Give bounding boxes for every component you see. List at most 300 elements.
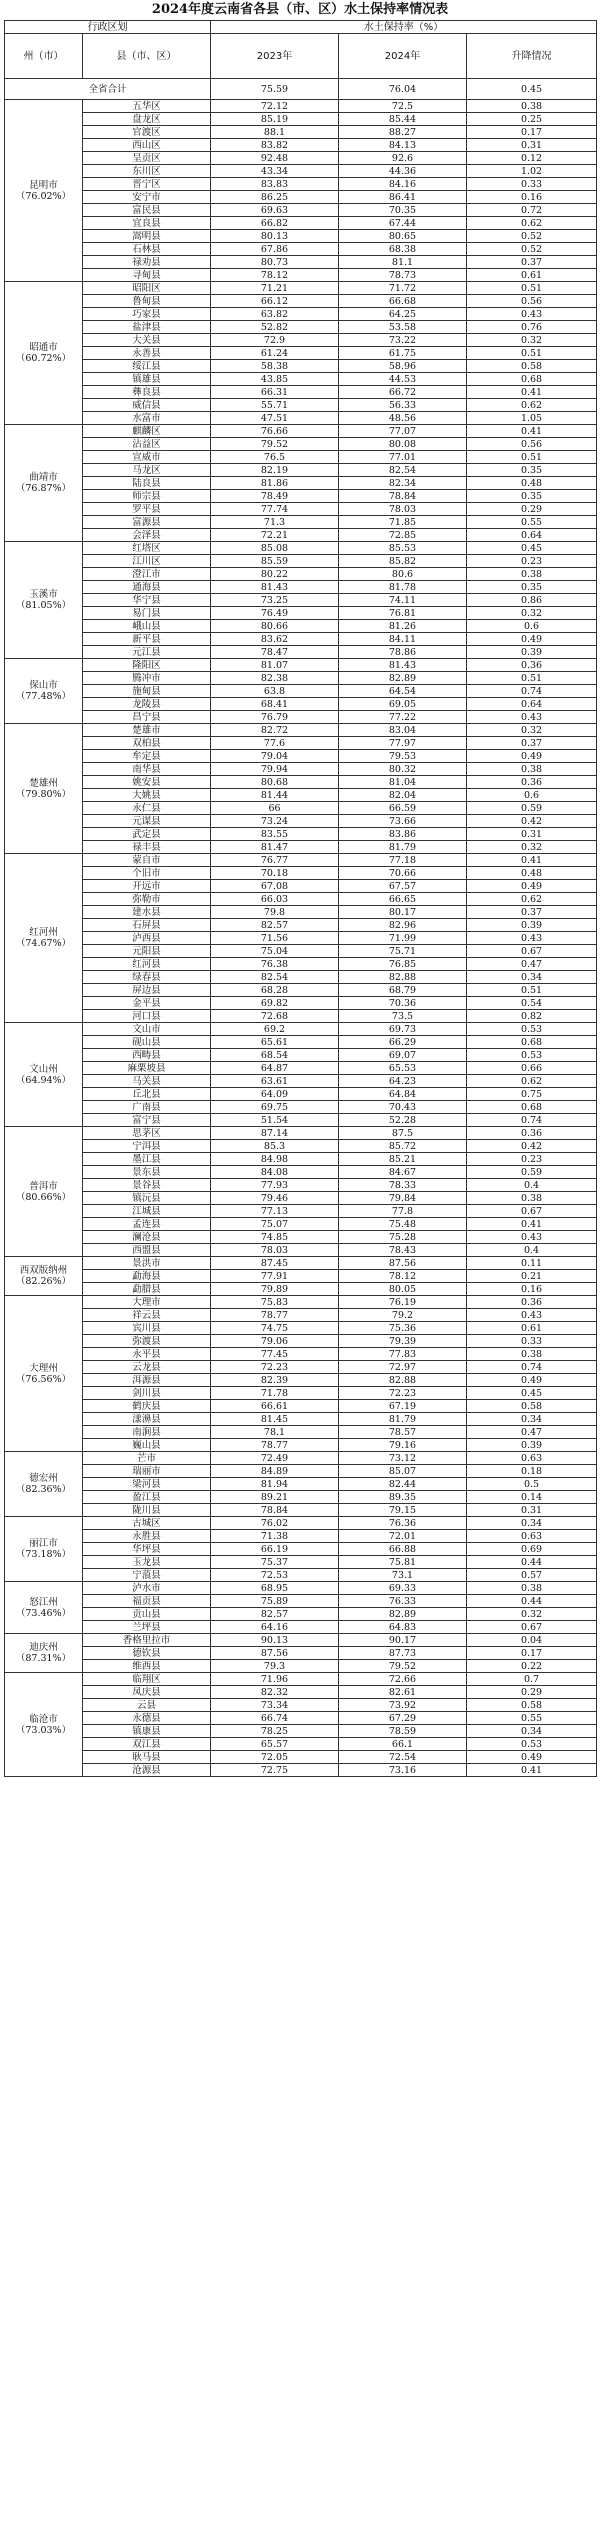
rate-2024: 85.21 xyxy=(339,1153,467,1166)
rate-2023: 79.94 xyxy=(211,763,339,776)
rate-2024: 64.25 xyxy=(339,308,467,321)
county-name: 安宁市 xyxy=(83,191,211,204)
rate-change: 0.32 xyxy=(467,607,597,620)
rate-2023: 43.34 xyxy=(211,165,339,178)
county-name: 鹤庆县 xyxy=(83,1400,211,1413)
rate-2024: 82.96 xyxy=(339,919,467,932)
county-name: 华宁县 xyxy=(83,594,211,607)
rate-change: 0.51 xyxy=(467,984,597,997)
rate-change: 0.49 xyxy=(467,880,597,893)
rate-2023: 63.61 xyxy=(211,1075,339,1088)
county-name: 云县 xyxy=(83,1699,211,1712)
county-row xyxy=(5,1595,597,1608)
rate-2024: 69.73 xyxy=(339,1023,467,1036)
county-name: 弥勒市 xyxy=(83,893,211,906)
rate-2024: 80.6 xyxy=(339,568,467,581)
rate-2023: 65.57 xyxy=(211,1738,339,1751)
county-name: 富源县 xyxy=(83,516,211,529)
county-row xyxy=(5,516,597,529)
county-name: 云龙县 xyxy=(83,1361,211,1374)
county-name: 永仁县 xyxy=(83,802,211,815)
rate-change: 0.74 xyxy=(467,1114,597,1127)
county-name: 祥云县 xyxy=(83,1309,211,1322)
header-county: 县（市、区） xyxy=(83,34,211,79)
rate-2023: 71.96 xyxy=(211,1673,339,1686)
rate-2023: 61.24 xyxy=(211,347,339,360)
county-name: 易门县 xyxy=(83,607,211,620)
rate-2023: 72.05 xyxy=(211,1751,339,1764)
rate-2023: 85.19 xyxy=(211,113,339,126)
county-name: 马龙区 xyxy=(83,464,211,477)
prefecture-cell xyxy=(5,659,83,724)
rate-2024: 82.54 xyxy=(339,464,467,477)
rate-2023: 70.18 xyxy=(211,867,339,880)
county-name: 弥渡县 xyxy=(83,1335,211,1348)
rate-2023: 79.52 xyxy=(211,438,339,451)
county-row xyxy=(5,139,597,152)
rate-2023: 73.24 xyxy=(211,815,339,828)
rate-2024: 58.96 xyxy=(339,360,467,373)
prefecture-cell xyxy=(5,724,83,854)
county-row xyxy=(5,1465,597,1478)
county-row xyxy=(5,594,597,607)
county-name: 沾益区 xyxy=(83,438,211,451)
county-name: 建水县 xyxy=(83,906,211,919)
county-name: 巧家县 xyxy=(83,308,211,321)
county-row xyxy=(5,321,597,334)
rate-2023: 79.8 xyxy=(211,906,339,919)
rate-2023: 66.19 xyxy=(211,1543,339,1556)
county-name: 盘龙区 xyxy=(83,113,211,126)
rate-change: 0.5 xyxy=(467,1478,597,1491)
rate-change: 0.39 xyxy=(467,646,597,659)
county-row xyxy=(5,1556,597,1569)
rate-2024: 78.73 xyxy=(339,269,467,282)
county-name: 凤庆县 xyxy=(83,1686,211,1699)
rate-2024: 84.16 xyxy=(339,178,467,191)
rate-change: 0.53 xyxy=(467,1049,597,1062)
rate-2024: 75.48 xyxy=(339,1218,467,1231)
rate-2024: 85.44 xyxy=(339,113,467,126)
prefecture-name: 保山市 xyxy=(29,680,58,691)
rate-change: 0.31 xyxy=(467,139,597,152)
rate-2023: 82.39 xyxy=(211,1374,339,1387)
rate-change: 0.39 xyxy=(467,1439,597,1452)
rate-change: 0.41 xyxy=(467,386,597,399)
rate-change: 0.66 xyxy=(467,1062,597,1075)
county-name: 元阳县 xyxy=(83,945,211,958)
county-name: 罗平县 xyxy=(83,503,211,516)
rate-2024: 80.17 xyxy=(339,906,467,919)
rate-change: 0.72 xyxy=(467,204,597,217)
rate-change: 0.59 xyxy=(467,802,597,815)
prefecture-cell xyxy=(5,100,83,282)
rate-2023: 64.16 xyxy=(211,1621,339,1634)
rate-2023: 87.56 xyxy=(211,1647,339,1660)
rate-change: 0.86 xyxy=(467,594,597,607)
rate-2023: 66.03 xyxy=(211,893,339,906)
county-row xyxy=(5,1530,597,1543)
rate-2023: 83.62 xyxy=(211,633,339,646)
county-row xyxy=(5,113,597,126)
rate-change: 0.48 xyxy=(467,867,597,880)
prefecture-rate: （76.02%） xyxy=(15,190,72,202)
rate-change: 0.23 xyxy=(467,555,597,568)
county-name: 彝良县 xyxy=(83,386,211,399)
rate-2023: 90.13 xyxy=(211,1634,339,1647)
prefecture-rate: （76.87%） xyxy=(15,483,72,494)
prefecture-cell xyxy=(5,1517,83,1582)
rate-2023: 87.45 xyxy=(211,1257,339,1270)
rate-change: 0.37 xyxy=(467,256,597,269)
county-name: 砚山县 xyxy=(83,1036,211,1049)
prefecture-cell xyxy=(5,1257,83,1296)
county-row xyxy=(5,1673,597,1686)
rate-2024: 85.72 xyxy=(339,1140,467,1153)
rate-change: 0.58 xyxy=(467,1400,597,1413)
county-row xyxy=(5,1504,597,1517)
rate-change: 0.49 xyxy=(467,1751,597,1764)
rate-2023: 80.66 xyxy=(211,620,339,633)
rate-2023: 84.98 xyxy=(211,1153,339,1166)
county-row xyxy=(5,399,597,412)
county-name: 宜良县 xyxy=(83,217,211,230)
county-name: 红河县 xyxy=(83,958,211,971)
rate-change: 0.21 xyxy=(467,1270,597,1283)
rate-2023: 78.49 xyxy=(211,490,339,503)
county-row xyxy=(5,1283,597,1296)
county-row xyxy=(5,386,597,399)
county-name: 澜沧县 xyxy=(83,1231,211,1244)
prefecture-cell xyxy=(5,425,83,542)
county-name: 勐腊县 xyxy=(83,1283,211,1296)
county-name: 南涧县 xyxy=(83,1426,211,1439)
rate-2023: 80.13 xyxy=(211,230,339,243)
rate-2024: 74.11 xyxy=(339,594,467,607)
rate-change: 0.32 xyxy=(467,1608,597,1621)
county-row xyxy=(5,841,597,854)
rate-2023: 85.59 xyxy=(211,555,339,568)
rate-2023: 72.53 xyxy=(211,1569,339,1582)
county-row xyxy=(5,1192,597,1205)
county-name: 武定县 xyxy=(83,828,211,841)
rate-2023: 79.89 xyxy=(211,1283,339,1296)
rate-2024: 72.97 xyxy=(339,1361,467,1374)
county-name: 香格里拉市 xyxy=(83,1634,211,1647)
rate-2024: 76.81 xyxy=(339,607,467,620)
county-name: 昭阳区 xyxy=(83,282,211,295)
rate-2023: 66.31 xyxy=(211,386,339,399)
county-name: 大理市 xyxy=(83,1296,211,1309)
rate-2023: 72.49 xyxy=(211,1452,339,1465)
rate-2023: 68.95 xyxy=(211,1582,339,1595)
prefecture-rate: （73.03%） xyxy=(15,1724,72,1736)
county-row xyxy=(5,230,597,243)
rate-change: 0.6 xyxy=(467,620,597,633)
rate-change: 0.51 xyxy=(467,347,597,360)
rate-2024: 67.57 xyxy=(339,880,467,893)
county-row xyxy=(5,997,597,1010)
county-row xyxy=(5,763,597,776)
county-row xyxy=(5,542,597,555)
prefecture-rate: （76.56%） xyxy=(15,1373,72,1385)
rate-2024: 79.2 xyxy=(339,1309,467,1322)
county-row xyxy=(5,1582,597,1595)
county-row xyxy=(5,1088,597,1101)
county-name: 华坪县 xyxy=(83,1543,211,1556)
rate-change: 0.33 xyxy=(467,1335,597,1348)
rate-2024: 87.5 xyxy=(339,1127,467,1140)
rate-change: 0.38 xyxy=(467,1348,597,1361)
rate-2024: 78.59 xyxy=(339,1725,467,1738)
county-row xyxy=(5,438,597,451)
county-name: 思茅区 xyxy=(83,1127,211,1140)
rate-2024: 79.53 xyxy=(339,750,467,763)
county-row xyxy=(5,347,597,360)
rate-2023: 74.75 xyxy=(211,1322,339,1335)
rate-2024: 44.36 xyxy=(339,165,467,178)
county-name: 宁洱县 xyxy=(83,1140,211,1153)
county-row xyxy=(5,1738,597,1751)
county-name: 镇沅县 xyxy=(83,1192,211,1205)
county-row xyxy=(5,737,597,750)
rate-2023: 85.3 xyxy=(211,1140,339,1153)
rate-change: 0.67 xyxy=(467,1205,597,1218)
county-row xyxy=(5,1101,597,1114)
rate-2023: 73.34 xyxy=(211,1699,339,1712)
county-row xyxy=(5,1699,597,1712)
county-row xyxy=(5,126,597,139)
rate-2023: 58.38 xyxy=(211,360,339,373)
rate-2024: 87.73 xyxy=(339,1647,467,1660)
rate-change: 0.32 xyxy=(467,334,597,347)
total-row xyxy=(5,79,597,100)
county-row xyxy=(5,1478,597,1491)
county-row xyxy=(5,1153,597,1166)
county-row xyxy=(5,971,597,984)
county-name: 宣威市 xyxy=(83,451,211,464)
county-name: 禄劝县 xyxy=(83,256,211,269)
rate-change: 0.41 xyxy=(467,854,597,867)
county-row xyxy=(5,932,597,945)
county-row xyxy=(5,802,597,815)
rate-change: 0.68 xyxy=(467,1036,597,1049)
rate-2024: 82.88 xyxy=(339,971,467,984)
county-row xyxy=(5,1634,597,1647)
rate-2024: 66.29 xyxy=(339,1036,467,1049)
rate-change: 0.29 xyxy=(467,503,597,516)
county-row xyxy=(5,750,597,763)
county-row xyxy=(5,1361,597,1374)
county-row xyxy=(5,867,597,880)
rate-2023: 80.73 xyxy=(211,256,339,269)
rate-2024: 81.1 xyxy=(339,256,467,269)
rate-2023: 80.68 xyxy=(211,776,339,789)
county-name: 隆阳区 xyxy=(83,659,211,672)
rate-change: 0.38 xyxy=(467,1582,597,1595)
rate-2023: 66.74 xyxy=(211,1712,339,1725)
rate-change: 0.64 xyxy=(467,698,597,711)
rate-change: 0.04 xyxy=(467,1634,597,1647)
county-name: 双江县 xyxy=(83,1738,211,1751)
rate-change: 0.74 xyxy=(467,685,597,698)
county-name: 嵩明县 xyxy=(83,230,211,243)
county-row xyxy=(5,451,597,464)
county-row xyxy=(5,1296,597,1309)
rate-2024: 69.07 xyxy=(339,1049,467,1062)
rate-change: 0.18 xyxy=(467,1465,597,1478)
county-name: 楚雄市 xyxy=(83,724,211,737)
rate-2023: 78.25 xyxy=(211,1725,339,1738)
county-row xyxy=(5,1413,597,1426)
county-name: 耿马县 xyxy=(83,1751,211,1764)
rate-change: 0.67 xyxy=(467,1621,597,1634)
county-row xyxy=(5,1335,597,1348)
rate-change: 0.31 xyxy=(467,1504,597,1517)
rate-2024: 73.12 xyxy=(339,1452,467,1465)
rate-change: 0.51 xyxy=(467,451,597,464)
rate-change: 1.02 xyxy=(467,165,597,178)
rate-change: 0.39 xyxy=(467,919,597,932)
rate-2023: 68.54 xyxy=(211,1049,339,1062)
rate-2024: 71.85 xyxy=(339,516,467,529)
rate-2024: 75.28 xyxy=(339,1231,467,1244)
rate-2023: 63.8 xyxy=(211,685,339,698)
rate-2024: 84.13 xyxy=(339,139,467,152)
county-row xyxy=(5,334,597,347)
rate-2023: 76.79 xyxy=(211,711,339,724)
prefecture-rate: （80.66%） xyxy=(15,1191,72,1203)
county-row xyxy=(5,1426,597,1439)
rate-2024: 80.65 xyxy=(339,230,467,243)
rate-2023: 77.74 xyxy=(211,503,339,516)
county-name: 寻甸县 xyxy=(83,269,211,282)
rate-change: 0.69 xyxy=(467,1543,597,1556)
rate-2024: 82.61 xyxy=(339,1686,467,1699)
rate-change: 0.56 xyxy=(467,438,597,451)
county-name: 漾濞县 xyxy=(83,1413,211,1426)
rate-2024: 83.86 xyxy=(339,828,467,841)
rate-2024: 78.84 xyxy=(339,490,467,503)
rate-change: 0.23 xyxy=(467,1153,597,1166)
prefecture-rate: （79.80%） xyxy=(15,788,72,800)
prefecture-name: 德宏州 xyxy=(29,1473,58,1484)
rate-change: 0.37 xyxy=(467,737,597,750)
county-name: 福贡县 xyxy=(83,1595,211,1608)
county-row xyxy=(5,1751,597,1764)
rate-change: 0.25 xyxy=(467,113,597,126)
county-name: 江川区 xyxy=(83,555,211,568)
rate-change: 0.17 xyxy=(467,126,597,139)
rate-2024: 64.83 xyxy=(339,1621,467,1634)
rate-change: 0.53 xyxy=(467,1738,597,1751)
county-row xyxy=(5,711,597,724)
rate-change: 0.57 xyxy=(467,1569,597,1582)
rate-change: 0.38 xyxy=(467,568,597,581)
rate-2024: 77.8 xyxy=(339,1205,467,1218)
county-row xyxy=(5,269,597,282)
county-name: 景谷县 xyxy=(83,1179,211,1192)
county-row xyxy=(5,1517,597,1530)
rate-change: 0.58 xyxy=(467,360,597,373)
rate-2024: 66.59 xyxy=(339,802,467,815)
county-row xyxy=(5,685,597,698)
county-name: 德钦县 xyxy=(83,1647,211,1660)
county-name: 通海县 xyxy=(83,581,211,594)
rate-2023: 66.12 xyxy=(211,295,339,308)
rate-2024: 72.66 xyxy=(339,1673,467,1686)
rate-change: 0.64 xyxy=(467,529,597,542)
prefecture-name: 曲靖市 xyxy=(29,472,58,483)
rate-2024: 76.36 xyxy=(339,1517,467,1530)
rate-change: 0.62 xyxy=(467,893,597,906)
county-name: 大姚县 xyxy=(83,789,211,802)
rate-2024: 72.23 xyxy=(339,1387,467,1400)
county-name: 绿春县 xyxy=(83,971,211,984)
header-row-top xyxy=(5,21,597,34)
rate-2023: 81.44 xyxy=(211,789,339,802)
county-row xyxy=(5,1387,597,1400)
county-name: 官渡区 xyxy=(83,126,211,139)
rate-2023: 83.55 xyxy=(211,828,339,841)
rate-2023: 77.13 xyxy=(211,1205,339,1218)
prefecture-cell xyxy=(5,1296,83,1452)
rate-change: 0.52 xyxy=(467,243,597,256)
rate-change: 0.42 xyxy=(467,1140,597,1153)
rate-2023: 68.41 xyxy=(211,698,339,711)
county-row xyxy=(5,1270,597,1283)
county-name: 巍山县 xyxy=(83,1439,211,1452)
rate-2024: 89.35 xyxy=(339,1491,467,1504)
rate-2023: 77.91 xyxy=(211,1270,339,1283)
county-row xyxy=(5,529,597,542)
rate-2024: 92.6 xyxy=(339,152,467,165)
county-row xyxy=(5,178,597,191)
rate-2024: 80.05 xyxy=(339,1283,467,1296)
prefecture-name: 昆明市 xyxy=(29,179,58,191)
county-name: 沧源县 xyxy=(83,1764,211,1777)
rate-2023: 78.77 xyxy=(211,1309,339,1322)
rate-2023: 77.93 xyxy=(211,1179,339,1192)
rate-2024: 82.44 xyxy=(339,1478,467,1491)
rate-2024: 77.83 xyxy=(339,1348,467,1361)
rate-2023: 78.12 xyxy=(211,269,339,282)
rate-2023: 77.45 xyxy=(211,1348,339,1361)
rate-2024: 85.53 xyxy=(339,542,467,555)
rate-change: 0.53 xyxy=(467,1023,597,1036)
rate-2024: 52.28 xyxy=(339,1114,467,1127)
rate-2024: 48.56 xyxy=(339,412,467,425)
rate-2024: 71.72 xyxy=(339,282,467,295)
rate-2023: 67.08 xyxy=(211,880,339,893)
rate-2024: 68.79 xyxy=(339,984,467,997)
county-row xyxy=(5,477,597,490)
rate-2024: 73.66 xyxy=(339,815,467,828)
rate-2024: 70.35 xyxy=(339,204,467,217)
county-row xyxy=(5,815,597,828)
rate-2023: 82.54 xyxy=(211,971,339,984)
rate-change: 0.17 xyxy=(467,1647,597,1660)
rate-change: 0.76 xyxy=(467,321,597,334)
rate-2024: 75.36 xyxy=(339,1322,467,1335)
rate-2024: 82.89 xyxy=(339,672,467,685)
rate-change: 0.43 xyxy=(467,711,597,724)
county-row xyxy=(5,1543,597,1556)
rate-2023: 55.71 xyxy=(211,399,339,412)
rate-2024: 82.34 xyxy=(339,477,467,490)
rate-2024: 81.79 xyxy=(339,1413,467,1426)
rate-change: 0.61 xyxy=(467,1322,597,1335)
